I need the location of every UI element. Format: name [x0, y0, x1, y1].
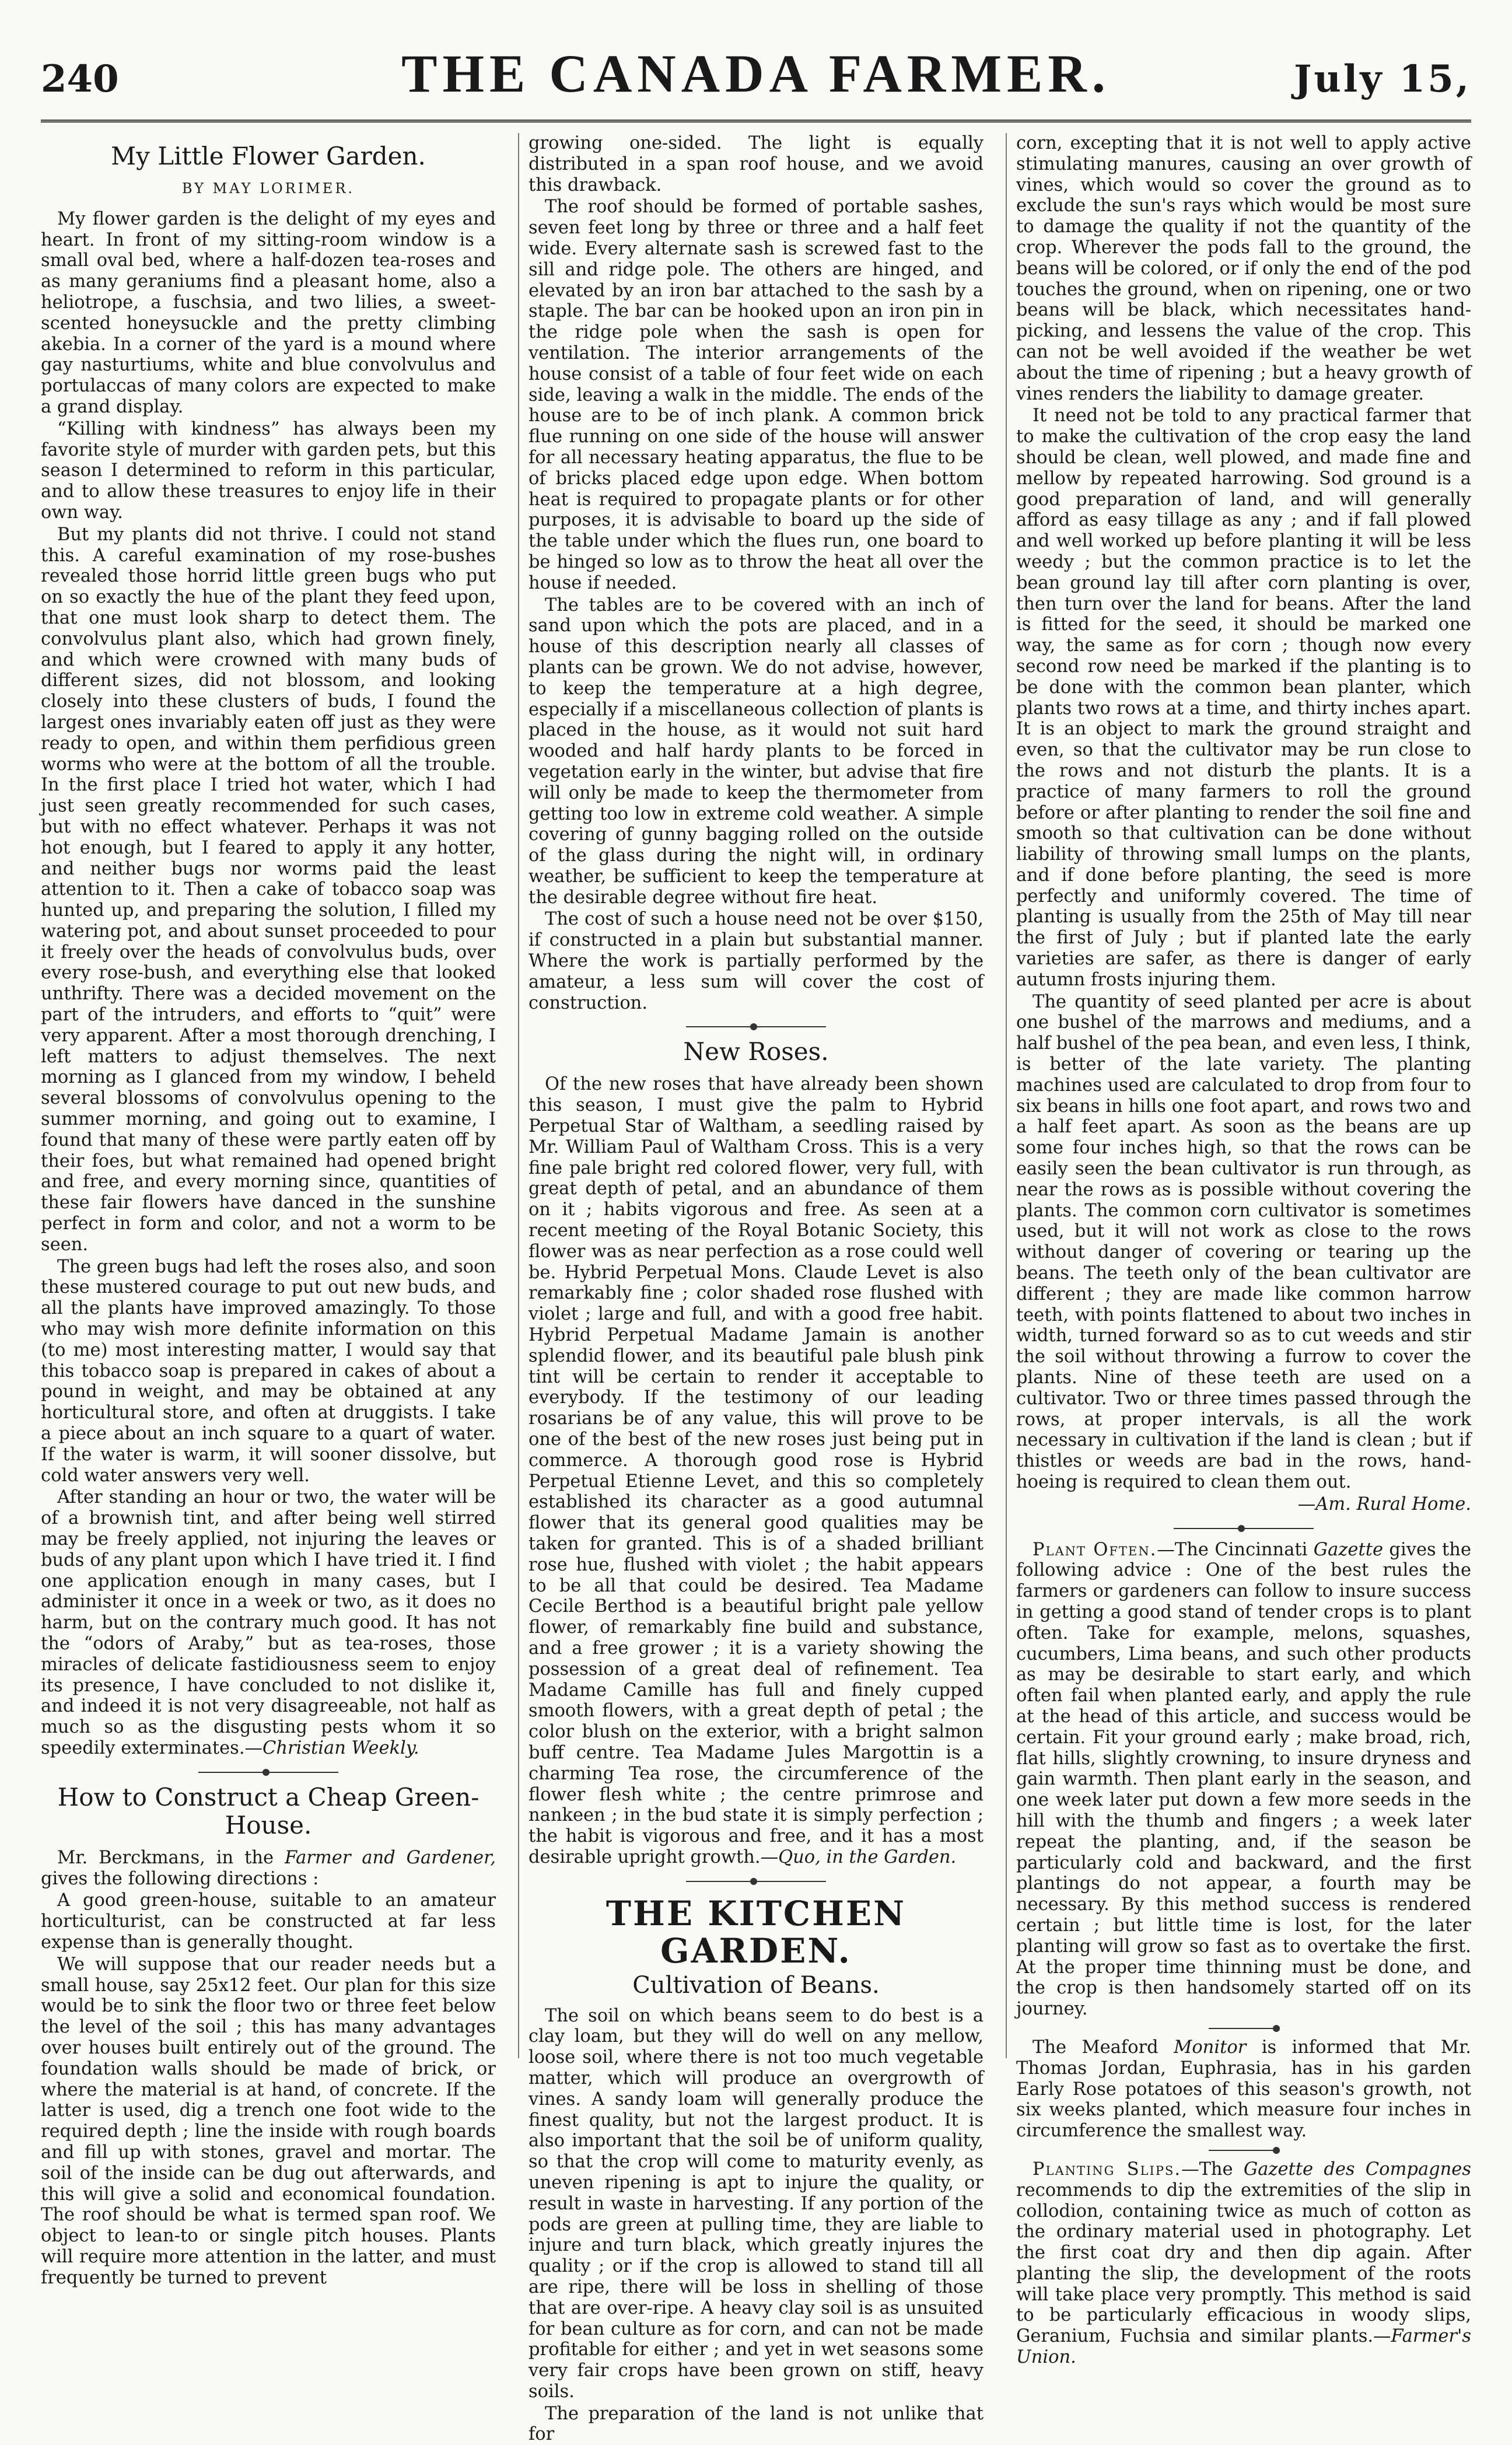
- paragraph: The soil on which beans seem to do best is a clay loam, but they will do well on any mellow, loose soil, where there is not too much vegetable matter, which will produce an overgrowth of vines. A sandy loam will generally produce the finest quality, but not the largest product. It is also important that the soil be of uniform quality, so that the crop will come to maturity evenly, as uneven ripening is apt to injure the quality, or result in waste in harvesting. If any portion of the pods are green at pulling time, they are liable to injure and turn black, which greatly injures the quality ; or if the crop is allowed to stand till all are ripe, there will be loss in shelling of those that are over-ripe. A heavy clay soil is as unsuited for bean culture as for corn, and can not be made profitable for either ; and yet in wet seasons some very fair crops have been grown on stiff, heavy soils.: [528, 2005, 984, 2402]
- source-credit: —Farmer's Union.: [1016, 2326, 1471, 2368]
- paragraph: growing one-sided. The light is equally distributed in a span roof house, and we avoid this drawback.: [528, 133, 984, 195]
- header-rule: [41, 120, 1471, 123]
- paragraph: My flower garden is the delight of my eyes and heart. In front of my sitting-room window is a small oval bed, where a half-dozen tea-roses and as many geraniums find a pleasant home, also a heliotrope, a fuschsia, and two lilies, a sweet-scented honeysuckle and the pretty climbing akebia. In a corner of the yard is a mound where gay nasturtiums, white and blue convolvulus and portulaccas of many colors are expected to make a grand display.: [41, 208, 496, 417]
- article-title: My Little Flower Garden.: [111, 142, 426, 170]
- paragraph: [41, 1848, 496, 1890]
- paragraph-text: —The: [1181, 2159, 1244, 2180]
- paragraph-text: Of the new roses that have already been shown this season, I must give the palm to Hybrid Perpetual Star of Waltham, a seedling raised by Mr. William Paul of Waltham Cross. This is a very fine pale bright red colored flower, very full, with great depth of petal, and an abundance of them on it ; habits vigorous and free. As seen at a recent meeting of the Royal Botanic Society, this flower was as near perfection as a rose could well be. Hybrid Perpetual Mons. Claude Levet is also remarkably fine ; color shaded rose flushed with violet ; large and full, and with a good free habit. Hybrid Perpetual Madame Jamain is another splendid flower, and its beautiful pale blush pink tint will be certain to render it acceptable to everybody. If the testimony of our leading rosarians be of any value, this will prove to be one of the best of the new roses just being put in commerce. A thorough good rose is Hybrid Perpetual Etienne Levet, and this so completely established its character as a good autumnal flower that its general good qualities may be taken for granted. This is of a shaded brilliant rose hue, flushed with violet ; the habit appears to be all that could be desired. Tea Madame Cecile Berthod is a beautiful bright pale yellow flower, of remarkably fine build and substance, and a free grower ; it is a variety showing the possession of a great deal of refinement. Tea Madame Camille has full and finely cupped smooth flowers, with a great depth of petal ; the color blush on the exterior, with a bright salmon buff centre. Tea Madame Jules Margottin is a charming Tea rose, the circumference of the flower flesh white ; the centre primrose and nankeen ; in the bud state it is simply perfection ; the habit is vigorous and free, and it has a most desirable upright growth.: [528, 1074, 984, 1867]
- paragraph: The roof should be formed of portable sashes, seven feet long by three or three and a half feet wide. Every alternate sash is screwed fast to the sill and ridge pole. The others are hinged, and elevated by an iron bar attached to the sash by a staple. The bar can be hooked upon an iron pin in the ridge pole when the sash is open for ventilation. The interior arrangements of the house consist of a table of four feet wide on each side, leaving a walk in the middle. The ends of the house are to be of inch plank. A common brick flue running on one side of the house will answer for all necessary heating apparatus, the flue to be of bricks placed edge upon edge. When bottom heat is required to propagate plants or for other purposes, it is advisable to board up the side of the table under which the flues run, one board to be hinged so low as to throw the heat all over the house if needed.: [528, 197, 984, 593]
- paragraph: The cost of such a house need not be over $150, if constructed in a plain but substantial manner. Where the work is partially performed by the amateur, a less sum will cover the cost of construction.: [528, 909, 984, 1013]
- paragraph: The tables are to be covered with an inch of sand upon which the pots are placed, and in a house of this description nearly all classes of plants can be grown. We do not advise, however, to keep the temperature at a high degree, especially if a miscellaneous collection of plants is placed in the house, as it would not suit hard wooded and half hardy plants to be forced in vegetation early in the winter, but advise that fire will only be made to keep the thermometer from getting too low in extreme cold weather. A simple covering of gunny bagging rolled on the outside of the glass during the night will, in ordinary weather, be sufficient to keep the temperature at the desirable degree without fire heat.: [528, 594, 984, 908]
- section-heading: THE KITCHEN GARDEN.: [606, 1893, 907, 1971]
- column-3: [1016, 133, 1472, 2368]
- paragraph: The preparation of the land is not unlike that for: [528, 2403, 984, 2445]
- issue-date: July 15,: [1294, 57, 1471, 101]
- paragraph: [1016, 1494, 1471, 1515]
- section-separator: [1174, 1528, 1314, 1529]
- section-separator: [686, 1026, 826, 1027]
- paragraph: A good green-house, suitable to an amateur horticulturist, can be constructed at far less expense than is generally thought.: [41, 1890, 496, 1953]
- section-separator: [198, 1772, 338, 1773]
- paragraph: [1016, 2037, 1471, 2142]
- paragraph-text: gives the following advice : One of the best rules the farmers or gardeners can follow to insure success in getting a good stand of tender crops is to plant often. Take for example, melons, squashes, cucumbers, Lima beans, and such other products as may be desirable to start early, and which often fail when planted early, and apply the rule at the head of this article, and success would be certain. Fit your ground early ; make broad, rich, flat hills, slightly crowning, to insure dryness and gain warmth. Then plant early in the season, and one week later put down a few more seeds in the hill with the thumb and fingers ; a week later repeat the planting, and, if the season be particularly cold and backward, and the first plantings do not appear, a fourth may be necessary. By this method success is rendered certain ; but little time is lost, for the later planting will grow so fast as to overtake the first. At the proper time thinning must be done, and the crop is then handsomely started off on its journey.: [1016, 1539, 1471, 2020]
- paragraph-text: is informed that Mr. Thomas Jordan, Euphrasia, has in his garden Early Rose potatoes of this season's growth, not six weeks planted, which measure four inches in circumference the smallest way.: [1016, 2037, 1471, 2142]
- page-header: [41, 11, 1471, 121]
- short-rule: [1209, 2028, 1279, 2029]
- article-subtitle: Cultivation of Beans.: [632, 1971, 880, 1999]
- source-credit: —Quo, in the Garden.: [760, 1846, 957, 1867]
- paragraph-text: Mr. Berckmans, in the: [57, 1847, 285, 1868]
- paragraph-lead: Plant Often.: [1032, 1539, 1157, 1560]
- paragraph: [41, 1487, 496, 1758]
- publication-name: Monitor: [1174, 2037, 1247, 2058]
- masthead-title: THE CANADA FARMER.: [401, 44, 1111, 103]
- paragraph-text: After standing an hour or two, the water will be of a brownish tint, and after being well stirred may be freely applied, not injuring the leaves or buds of any plant upon which I have tried it. I find one application enough in many cases, but I administer it once in a week or two, as it does no harm, but on the contrary much good. It has not the “odors of Araby,” but as tea-roses, those miracles of delicate fastidiousness seem to enjoy its presence, I have concluded to not dislike it, and indeed it is not very disagreeable, not half as much so as the disgusting pests whom it so speedily exterminates.: [41, 1487, 496, 1758]
- paragraph: But my plants did not thrive. I could not stand this. A careful examination of my rose-bushes revealed those horrid little green bugs who put on so exactly the hue of the plant they feed upon, that one must look sharp to detect them. The convolvulus plant also, which had grown finely, and which were crowned with many buds of different sizes, did not blossom, and looking closely into these clusters of buds, I found the largest ones invariably eaten off just as they were ready to open, and within them perfidious green worms who were at the bottom of all the trouble. In the first place I tried hot water, which I had just seen greatly recommended for such cases, but with no effect whatever. Perhaps it was not hot enough, but I feared to apply it any hotter, and neither bugs nor worms paid the least attention to it. Then a cake of tobacco soap was hunted up, and preparing the solution, I filled my watering pot, and about sunset proceeded to pour it freely over the heads of convolvulus buds, over every rose-bush, and everything else that looked unthrifty. There was a decided movement on the part of the intruders, and efforts to “quit” were very apparent. After a most thorough drenching, I left matters to adjust themselves. The next morning as I glanced from my window, I beheld several blossoms of convolvulus opening to the summer morning, and going out to examine, I found that many of these were partly eaten off by their foes, but what remained had opened bright and free, and every morning since, quantities of these fair flowers have danced in the sunshine perfect in form and color, and not a worm to be seen.: [41, 524, 496, 1255]
- column-2: [528, 133, 984, 2445]
- paragraph: corn, excepting that it is not well to apply active stimulating manures, causing an over growth of vines, which would so cover the ground as to exclude the sun's rays which would be most sure to damage the quality if not the quantity of the crop. Wherever the pods fall to the ground, the beans will be colored, or if only the end of the pod touches the ground, when on ripening, one or two beans will be black, which necessitates hand-picking, and lessens the value of the crop. This can not be well avoided if the weather be wet about the time of ripening ; but a heavy growth of vines renders the liability to damage greater.: [1016, 133, 1471, 404]
- page-number: 240: [41, 57, 119, 101]
- article-title: New Roses.: [683, 1037, 829, 1066]
- paragraph: [1016, 1540, 1471, 2020]
- source-credit: —Am. Rural Home.: [1297, 1493, 1471, 1514]
- article-title: How to Construct a Cheap Green-House.: [57, 1782, 480, 1839]
- publication-name: Gazette des Compagnes: [1243, 2159, 1472, 2180]
- paragraph: The quantity of seed planted per acre is about one bushel of the marrows and mediums, and a half bushel of the pea bean, and even less, I think, is better of the late variety. The planting machines used are calculated to drop from four to six beans in hills one foot apart, and rows two and a half feet apart. As soon as the beans are up some four inches high, so that the rows can be easily seen the bean cultivator is run through, as near the rows as is possible without covering the plants. The common corn cultivator is sometimes used, but it will not work as close to the rows without danger of covering or tearing up the beans. The teeth only of the bean cultivator are different ; they are made like common harrow teeth, with points flattened to about two inches in width, turned forward so as to cut weeds and stir the soil without throwing a furrow to cover the plants. Nine of these teeth are used on a cultivator. Two or three times passed through the rows, at proper intervals, is all the work necessary in cultivation if the land is clean ; but if thistles or weeds are bad in the rows, hand-hoeing is required to clean them out.: [1016, 991, 1471, 1492]
- paragraph: [1016, 2159, 1471, 2368]
- section-separator: [686, 1881, 826, 1882]
- paragraph: “Killing with kindness” has always been my favorite style of murder with garden pets, but this season I determined to reform in this particular, and to allow these treasures to enjoy life in their own way.: [41, 418, 496, 523]
- paragraph: We will suppose that our reader needs but a small house, say 25x12 feet. Our plan for this size would be to sink the floor two or three feet below the level of the soil ; this has many advantages over houses built entirely out of the ground. The foundation walls should be made of brick, or where the material is at hand, of concrete. If the latter is used, dig a trench one foot wide to the required depth ; line the inside with rough boards and fill up with stones, gravel and mortar. The soil of the inside can be dug out afterwards, and this will give a solid and economical foundation. The roof should be what is termed span roof. We object to lean-to or single pitch houses. Plants will require more attention in the latter, and must frequently be turned to prevent: [41, 1954, 496, 2288]
- column-1: [41, 133, 496, 2288]
- source-credit: —Christian Weekly.: [244, 1737, 419, 1758]
- publication-name: Gazette: [1313, 1539, 1384, 1560]
- column-divider: [1006, 133, 1007, 2058]
- article-byline: BY MAY LORIMER.: [181, 180, 355, 197]
- paragraph-text: —The Cincinnati: [1157, 1539, 1314, 1560]
- paragraph-text: gives the following directions :: [41, 1868, 319, 1889]
- paragraph-text: recommends to dip the extremities of the slip in collodion, containing twice as much of cotton as the ordinary material used in photography. Let the first coat dry and then dip again. After planting the slip, the development of the roots will take place very promptly. This method is said to be particularly efficacious in woody slips, Geranium, Fuchsia and similar plants.: [1016, 2180, 1471, 2347]
- paragraph: It need not be told to any practical farmer that to make the cultivation of the crop easy the land should be clean, well plowed, and made fine and mellow by repeated harrowing. Sod ground is a good preparation of land, and will generally afford as easy tillage as any ; and if fall plowed and well worked up before planting it will be less weedy ; but the common practice is to let the bean ground lay till after corn planting is over, then turn over the land for beans. After the land is fitted for the seed, it should be marked one way, the same as for corn ; though now every second row need be marked if the planting is to be done with the common bean planter, which plants two rows at a time, and thirty inches apart. It is an object to mark the ground straight and even, so that the cultivator may be run close to the rows and not disturb the plants. It is a practice of many farmers to roll the ground before or after planting to render the soil fine and smooth so that cultivation can be done without liability of throwing small lumps on the plants, and if done before planting, the seed is more perfectly and uniformly covered. The time of planting is usually from the 25th of May till near the first of July ; but if planted late the early varieties are safer, as there is danger of early autumn frosts injuring them.: [1016, 405, 1471, 990]
- paragraph: The green bugs had left the roses also, and soon these mustered courage to put out new buds, and all the plants have improved amazingly. To those who may wish more definite information on this (to me) most interesting matter, I would say that this tobacco soap is prepared in cakes of about a pound in weight, and may be obtained at any horticultural store, and often at druggists. I take a piece about an inch square to a quart of water. If the water is warm, it will sooner dissolve, but cold water answers very well.: [41, 1256, 496, 1486]
- paragraph-lead: Planting Slips.: [1032, 2159, 1182, 2180]
- short-rule: [1209, 2150, 1279, 2151]
- column-divider: [518, 133, 519, 2058]
- paragraph: [528, 1074, 984, 1867]
- publication-name: Farmer and Gardener,: [285, 1847, 496, 1868]
- paragraph-text: The Meaford: [1032, 2037, 1174, 2058]
